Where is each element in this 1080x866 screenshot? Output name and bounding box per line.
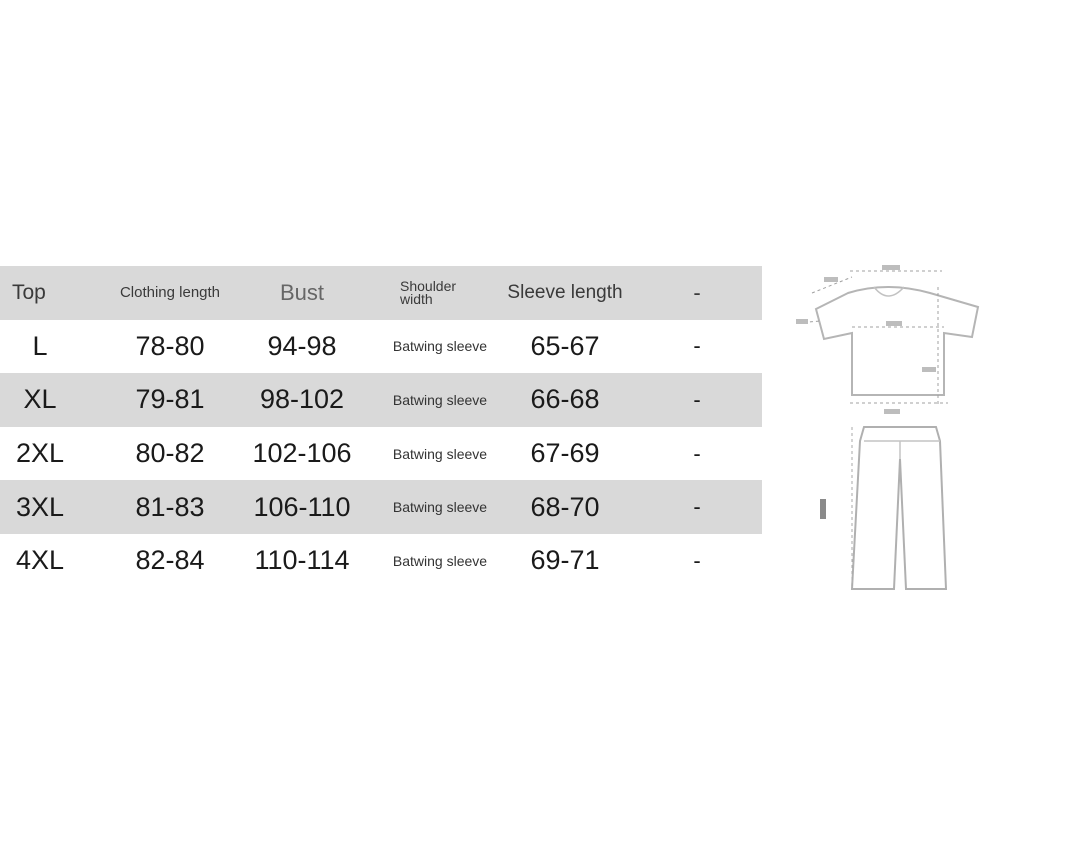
table-header-row	[0, 266, 762, 320]
measurement-diagram	[790, 255, 990, 595]
cell-bust: 110-114	[254, 545, 350, 576]
cell-length: 78-80	[135, 330, 205, 361]
cell-extra: -	[693, 333, 701, 359]
tshirt-measurement-icon	[790, 255, 990, 595]
cell-sleeve: 69-71	[530, 545, 600, 576]
header-shoulder-line2: width	[400, 290, 433, 307]
cell-bust: 98-102	[259, 384, 345, 415]
table-row	[0, 480, 762, 534]
cell-shoulder: Batwing sleeve	[392, 499, 488, 516]
cell-size: XL	[23, 384, 57, 415]
cell-size: 2XL	[15, 438, 65, 469]
cell-shoulder: Batwing sleeve	[392, 338, 488, 355]
table-row	[0, 320, 762, 374]
header-size: Top	[12, 280, 46, 304]
cell-shoulder: Batwing sleeve	[392, 391, 488, 408]
cell-sleeve: 68-70	[530, 491, 600, 522]
cell-extra: -	[693, 386, 701, 412]
cell-bust: 102-106	[252, 438, 352, 469]
cell-sleeve: 67-69	[530, 438, 600, 469]
cell-bust: 106-110	[253, 491, 351, 522]
cell-size: 4XL	[15, 545, 65, 576]
header-sleeve-length: Sleeve length	[507, 281, 623, 303]
cell-length: 79-81	[135, 384, 205, 415]
cell-bust: 94-98	[267, 330, 337, 361]
cell-shoulder: Batwing sleeve	[392, 552, 488, 569]
header-shoulder-width	[376, 266, 504, 320]
cell-length: 80-82	[135, 438, 205, 469]
header-clothing-length: Clothing length	[119, 284, 221, 302]
pants-measurement-icon	[820, 427, 946, 589]
cell-sleeve: 65-67	[530, 330, 600, 361]
table-row	[0, 427, 762, 481]
table-row	[0, 373, 762, 427]
header-shoulder-line1: Shoulder	[400, 277, 457, 294]
cell-sleeve: 66-68	[530, 384, 600, 415]
cell-shoulder: Batwing sleeve	[392, 445, 488, 462]
table-row	[0, 534, 762, 588]
cell-extra: -	[693, 547, 701, 573]
size-chart-table	[0, 266, 762, 588]
cell-extra: -	[693, 494, 701, 520]
cell-size: L	[32, 330, 48, 361]
cell-length: 81-83	[135, 491, 205, 522]
header-extra: -	[693, 279, 701, 305]
cell-length: 82-84	[135, 545, 205, 576]
cell-size: 3XL	[15, 491, 65, 522]
header-bust: Bust	[279, 279, 325, 305]
cell-extra: -	[693, 440, 701, 466]
